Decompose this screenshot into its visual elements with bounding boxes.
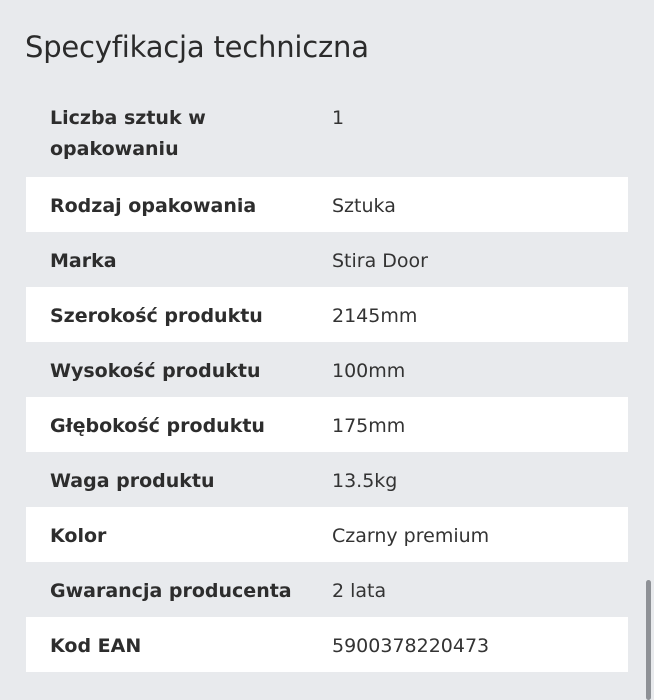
spec-label: Kod EAN bbox=[50, 635, 142, 657]
spec-table bbox=[26, 92, 628, 672]
spec-row-color bbox=[26, 507, 628, 562]
spec-row-ean bbox=[26, 617, 628, 672]
spec-value: 2 lata bbox=[332, 580, 387, 602]
spec-value: Czarny premium bbox=[332, 525, 490, 547]
spec-row-height bbox=[26, 342, 628, 397]
spec-label: Waga produktu bbox=[50, 470, 215, 492]
spec-row-package-quantity bbox=[26, 92, 628, 177]
spec-row-width bbox=[26, 287, 628, 342]
spec-value: 2145mm bbox=[332, 305, 418, 327]
spec-label: Wysokość produktu bbox=[50, 360, 261, 382]
spec-label: Kolor bbox=[50, 525, 107, 547]
spec-row-package-type bbox=[26, 177, 628, 232]
spec-label: Szerokość produktu bbox=[50, 305, 263, 327]
spec-label: Głębokość produktu bbox=[50, 415, 265, 437]
spec-value: 5900378220473 bbox=[332, 635, 490, 657]
spec-row-depth bbox=[26, 397, 628, 452]
spec-value: Stira Door bbox=[332, 250, 428, 272]
spec-value: 100mm bbox=[332, 360, 406, 382]
spec-value: 1 bbox=[332, 107, 345, 129]
section-title: Specyfikacja techniczna bbox=[25, 30, 369, 64]
spec-row-weight bbox=[26, 452, 628, 507]
spec-label: Marka bbox=[50, 250, 117, 272]
spec-row-brand bbox=[26, 232, 628, 287]
spec-label: Liczba sztuk w opakowaniu bbox=[50, 107, 206, 160]
spec-value: 175mm bbox=[332, 415, 406, 437]
spec-value: 13.5kg bbox=[332, 470, 398, 492]
spec-label: Rodzaj opakowania bbox=[50, 195, 257, 217]
spec-row-warranty bbox=[26, 562, 628, 617]
spec-label: Gwarancja producenta bbox=[50, 580, 292, 602]
spec-value: Sztuka bbox=[332, 195, 396, 217]
scrollbar-thumb[interactable] bbox=[646, 580, 651, 700]
